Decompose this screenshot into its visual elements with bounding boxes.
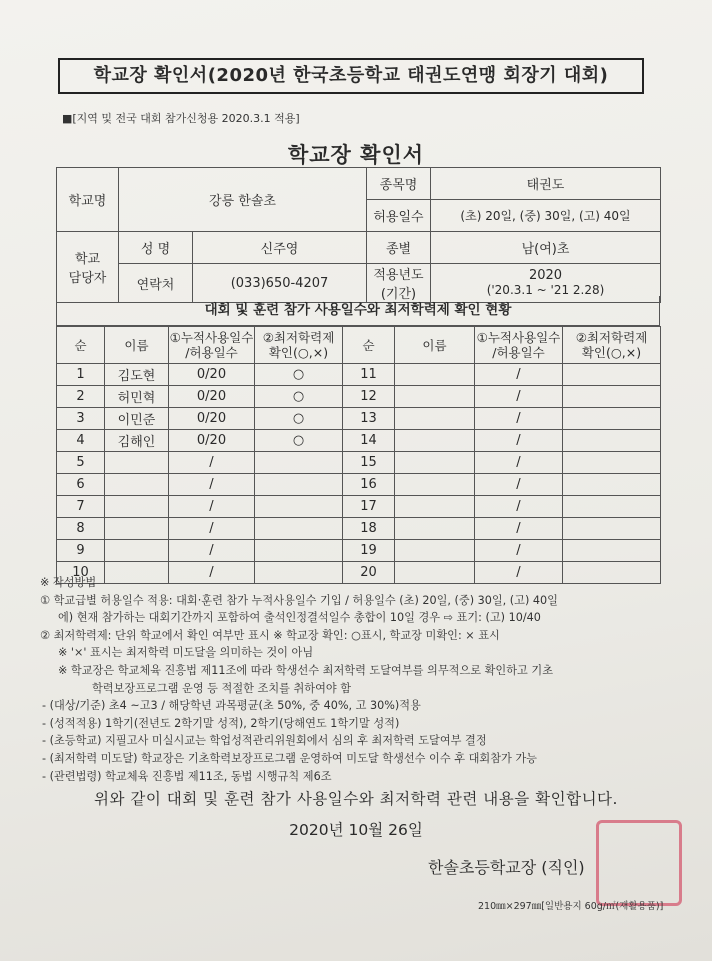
cell-check2	[563, 386, 661, 408]
header-no: 순	[57, 327, 105, 364]
cell-days2: /	[475, 430, 563, 452]
participants-table	[56, 326, 661, 584]
cell-check: ○	[255, 408, 343, 430]
form-subnote: ■[지역 및 전국 대회 참가신청용 2020.3.1 적용]	[62, 112, 300, 125]
cell-no: 4	[57, 430, 105, 452]
contact-label: 연락처	[119, 264, 193, 303]
cell-name2	[395, 496, 475, 518]
cell-name2	[395, 408, 475, 430]
event-label: 종목명	[367, 168, 431, 200]
cell-check2	[563, 474, 661, 496]
cell-no2: 11	[343, 364, 395, 386]
cell-no: 5	[57, 452, 105, 474]
cell-no2: 13	[343, 408, 395, 430]
manager-name-label: 성 명	[119, 232, 193, 264]
header-name-2: 이름	[395, 327, 475, 364]
note-line: ① 학교급별 허용일수 적용: 대회·훈련 참가 누적사용일수 기입 / 허용일수 (초) 20일, (중) 30일, (고) 40일	[40, 593, 558, 607]
table-row	[57, 518, 661, 540]
principal-signature: 한솔초등학교장 (직인)	[428, 858, 585, 877]
year-label: 적용년도 (기간)	[367, 264, 431, 303]
cell-name	[105, 474, 169, 496]
cell-days: /	[169, 518, 255, 540]
cell-days: /	[169, 452, 255, 474]
cell-name2	[395, 518, 475, 540]
note-line: - (최저학력 미도달) 학교장은 기초학력보장프로그램 운영하여 미도달 학생선수 이수 후 대회참가 가능	[42, 751, 537, 765]
table-row	[57, 496, 661, 518]
table-row	[57, 474, 661, 496]
note-line: - (성적적용) 1학기(전년도 2학기말 성적), 2학기(당해연도 1학기말 성적)	[42, 716, 400, 730]
confirmation-text: 위와 같이 대회 및 훈련 참가 사용일수와 최저학력 관련 내용을 확인합니다.	[94, 790, 618, 808]
note-line: ② 최저학력제: 단위 학교에서 확인 여부만 표시 ※ 학교장 확인: ○표시, 학교장 미확인: × 표시	[40, 628, 500, 642]
allowed-days-value: (초) 20일, (중) 30일, (고) 40일	[431, 200, 661, 232]
cell-no2: 18	[343, 518, 395, 540]
cell-check: ○	[255, 364, 343, 386]
section-title: 대회 및 훈련 참가 사용일수와 최저학력제 확인 현황	[56, 296, 660, 326]
cell-name	[105, 518, 169, 540]
header-academic-2: ②최저학력제 확인(○,×)	[563, 327, 661, 364]
table-row	[57, 386, 661, 408]
header-name: 이름	[105, 327, 169, 364]
cell-check	[255, 540, 343, 562]
cell-days2: /	[475, 452, 563, 474]
notes-block	[40, 574, 680, 785]
cell-days: /	[169, 474, 255, 496]
cell-days: 0/20	[169, 408, 255, 430]
cell-no: 1	[57, 364, 105, 386]
table-header-row	[57, 327, 661, 364]
cell-days: 0/20	[169, 430, 255, 452]
header-days: ①누적사용일수 /허용일수	[169, 327, 255, 364]
cell-no: 3	[57, 408, 105, 430]
cell-days2: /	[475, 496, 563, 518]
cell-days2: /	[475, 408, 563, 430]
cell-no2: 17	[343, 496, 395, 518]
category-label: 종별	[367, 232, 431, 264]
cell-days: /	[169, 540, 255, 562]
note-line: ※ 작성방법	[40, 576, 97, 589]
cell-check	[255, 496, 343, 518]
document-header-title: 학교장 확인서(2020년 한국초등학교 태권도연맹 회장기 대회)	[58, 58, 644, 94]
contact-value: (033)650-4207	[193, 264, 367, 303]
cell-days: 0/20	[169, 386, 255, 408]
note-line: ※ '×' 표시는 최저학력 미도달을 의미하는 것이 아님	[58, 646, 314, 660]
manager-name-value: 신주영	[193, 232, 367, 264]
cell-check2	[563, 364, 661, 386]
note-line: 학력보장프로그램 운영 등 적절한 조치를 취하여야 함	[92, 681, 352, 695]
cell-check	[255, 518, 343, 540]
table-row	[57, 364, 661, 386]
official-seal-stamp	[596, 820, 682, 906]
cell-days2: /	[475, 562, 563, 584]
cell-check	[255, 474, 343, 496]
header-academic: ②최저학력제 확인(○,×)	[255, 327, 343, 364]
table-row	[57, 452, 661, 474]
header-days-2: ①누적사용일수 /허용일수	[475, 327, 563, 364]
note-line: - (초등학교) 지필고사 미실시교는 학업성적관리위원회에서 심의 후 최저학력 도달여부 결정	[42, 734, 487, 748]
cell-name	[105, 452, 169, 474]
cell-no: 9	[57, 540, 105, 562]
cell-no: 2	[57, 386, 105, 408]
cell-name2	[395, 474, 475, 496]
cell-check2	[563, 408, 661, 430]
cell-no2: 20	[343, 562, 395, 584]
cell-name2	[395, 452, 475, 474]
cell-no: 10	[57, 562, 105, 584]
cell-days2: /	[475, 518, 563, 540]
cell-no: 8	[57, 518, 105, 540]
note-line: - (대상/기준) 초4 ~고3 / 해당학년 과목평균(초 50%, 중 40%, 고 30%)적용	[42, 699, 421, 713]
cell-no2: 19	[343, 540, 395, 562]
cell-days2: /	[475, 386, 563, 408]
cell-name: 이민준	[105, 408, 169, 430]
cell-name2	[395, 540, 475, 562]
table-row	[57, 540, 661, 562]
cell-name2	[395, 430, 475, 452]
cell-check	[255, 452, 343, 474]
year-value: 2020 ('20.3.1 ~ '21 2.28)	[431, 264, 661, 303]
cell-no2: 14	[343, 430, 395, 452]
cell-check: ○	[255, 430, 343, 452]
event-value: 태권도	[431, 168, 661, 200]
cell-no2: 15	[343, 452, 395, 474]
cell-name: 김해인	[105, 430, 169, 452]
cell-no2: 12	[343, 386, 395, 408]
cell-check2	[563, 452, 661, 474]
school-name-value: 강릉 한솔초	[119, 168, 367, 232]
note-line: ※ 학교장은 학교체육 진흥법 제11조에 따라 학생선수 최저학력 도달여부를 의무적으로 확인하고 기초	[58, 663, 554, 677]
cell-name2	[395, 386, 475, 408]
category-value: 남(여)초	[431, 232, 661, 264]
note-line: - (관련법령) 학교체육 진흥법 제11조, 동법 시행규칙 제6조	[42, 769, 332, 783]
table-body	[57, 364, 661, 584]
header-no-2: 순	[343, 327, 395, 364]
cell-name: 김도현	[105, 364, 169, 386]
school-info-table	[56, 167, 661, 303]
allowed-days-label: 허용일수	[367, 200, 431, 232]
cell-no2: 16	[343, 474, 395, 496]
issue-date: 2020년 10월 26일	[289, 821, 423, 839]
cell-name	[105, 540, 169, 562]
page-title: 학교장 확인서	[287, 143, 425, 167]
cell-no: 7	[57, 496, 105, 518]
cell-days2: /	[475, 540, 563, 562]
cell-name	[105, 496, 169, 518]
paper-spec-footer: 210㎜×297㎜[일반용지 60g/㎡(재활용품)]	[478, 901, 664, 912]
cell-check: ○	[255, 386, 343, 408]
cell-days: /	[169, 562, 255, 584]
cell-no: 6	[57, 474, 105, 496]
cell-days: 0/20	[169, 364, 255, 386]
cell-days2: /	[475, 364, 563, 386]
cell-check2	[563, 430, 661, 452]
table-row	[57, 408, 661, 430]
cell-days: /	[169, 496, 255, 518]
cell-check2	[563, 496, 661, 518]
manager-label: 학교 담당자	[57, 232, 119, 303]
table-row	[57, 430, 661, 452]
note-line: 에) 현재 참가하는 대회기간까지 포함하여 출석인정결석일수 총합이 10일 경우 ⇨ 표기: (고) 10/40	[58, 611, 541, 625]
school-name-label: 학교명	[57, 168, 119, 232]
cell-days2: /	[475, 474, 563, 496]
cell-name: 허민혁	[105, 386, 169, 408]
cell-check2	[563, 540, 661, 562]
cell-name2	[395, 364, 475, 386]
cell-check2	[563, 518, 661, 540]
